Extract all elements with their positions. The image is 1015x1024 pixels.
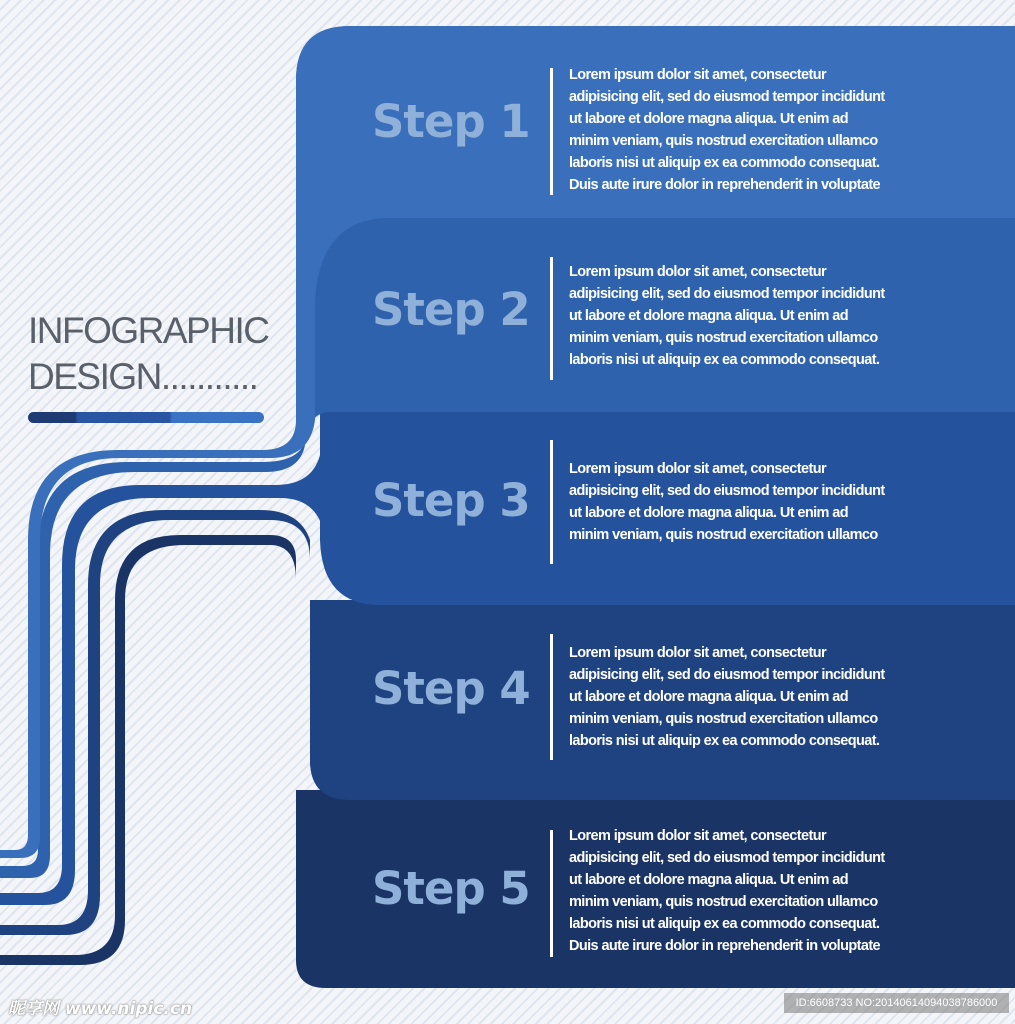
step-4-label: Step 4 bbox=[372, 662, 530, 715]
step-4-text-line: adipisicing elit, sed do eiusmod tempor incididunt bbox=[569, 667, 885, 683]
step-4-text-line: ut labore et dolore magna aliqua. Ut enim ad bbox=[569, 689, 848, 705]
step-5-divider bbox=[550, 830, 553, 957]
infographic-heading bbox=[28, 308, 288, 400]
step-3-text-line: adipisicing elit, sed do eiusmod tempor incididunt bbox=[569, 483, 885, 499]
step-2-text-line: Lorem ipsum dolor sit amet, consectetur bbox=[569, 264, 826, 280]
step-4-text-line: laboris nisi ut aliquip ex ea commodo consequat. bbox=[569, 733, 880, 749]
step-2-divider bbox=[550, 257, 553, 380]
step-3-text-line: minim veniam, quis nostrud exercitation ullamco bbox=[569, 527, 878, 543]
step-5-text-line: ut labore et dolore magna aliqua. Ut enim ad bbox=[569, 872, 848, 888]
step-5-text bbox=[569, 825, 969, 957]
heading-underline-bar bbox=[28, 412, 264, 423]
step-1-text-line: adipisicing elit, sed do eiusmod tempor incididunt bbox=[569, 89, 885, 105]
step-1-divider bbox=[550, 68, 553, 195]
step-1-text-line: laboris nisi ut aliquip ex ea commodo consequat. bbox=[569, 155, 880, 171]
step-2-text-line: minim veniam, quis nostrud exercitation ullamco bbox=[569, 330, 878, 346]
step-5-text-line: Lorem ipsum dolor sit amet, consectetur bbox=[569, 828, 826, 844]
watermark-id: ID:6608733 NO:20140614094038786000 bbox=[784, 993, 1009, 1013]
step-4-text-line: Lorem ipsum dolor sit amet, consectetur bbox=[569, 645, 826, 661]
step-4-text-line: minim veniam, quis nostrud exercitation ullamco bbox=[569, 711, 878, 727]
step-4-divider bbox=[550, 634, 553, 760]
step-1-text-line: ut labore et dolore magna aliqua. Ut enim ad bbox=[569, 111, 848, 127]
step-3-text-line: Lorem ipsum dolor sit amet, consectetur bbox=[569, 461, 826, 477]
step-3-divider bbox=[550, 440, 553, 564]
step-5-text-line: adipisicing elit, sed do eiusmod tempor incididunt bbox=[569, 850, 885, 866]
step-2-text-line: ut labore et dolore magna aliqua. Ut enim ad bbox=[569, 308, 848, 324]
step-2-text-line: adipisicing elit, sed do eiusmod tempor incididunt bbox=[569, 286, 885, 302]
step-3-label: Step 3 bbox=[372, 474, 530, 527]
step-1-text bbox=[569, 64, 969, 196]
step-2-text bbox=[569, 261, 969, 371]
step-3-text bbox=[569, 458, 969, 546]
heading-line-2: DESIGN........... bbox=[28, 356, 258, 397]
step-1-text-line: Lorem ipsum dolor sit amet, consectetur bbox=[569, 67, 826, 83]
step-5-text-line: minim veniam, quis nostrud exercitation ullamco bbox=[569, 894, 878, 910]
step-2-text-line: laboris nisi ut aliquip ex ea commodo consequat. bbox=[569, 352, 880, 368]
step-2-label: Step 2 bbox=[372, 283, 530, 336]
step-4-text bbox=[569, 642, 969, 752]
step-5-text-line: laboris nisi ut aliquip ex ea commodo consequat. bbox=[569, 916, 880, 932]
step-3-text-line: ut labore et dolore magna aliqua. Ut enim ad bbox=[569, 505, 848, 521]
watermark-site: 昵享网 www.nipic.cn bbox=[8, 999, 193, 1019]
step-5-label: Step 5 bbox=[372, 862, 530, 915]
heading-line-1: INFOGRAPHIC bbox=[28, 310, 269, 351]
step-1-text-line: minim veniam, quis nostrud exercitation ullamco bbox=[569, 133, 878, 149]
step-1-label: Step 1 bbox=[372, 95, 530, 148]
step-5-text-line: Duis aute irure dolor in reprehenderit in voluptate bbox=[569, 938, 881, 954]
step-1-text-line: Duis aute irure dolor in reprehenderit in voluptate bbox=[569, 177, 881, 193]
